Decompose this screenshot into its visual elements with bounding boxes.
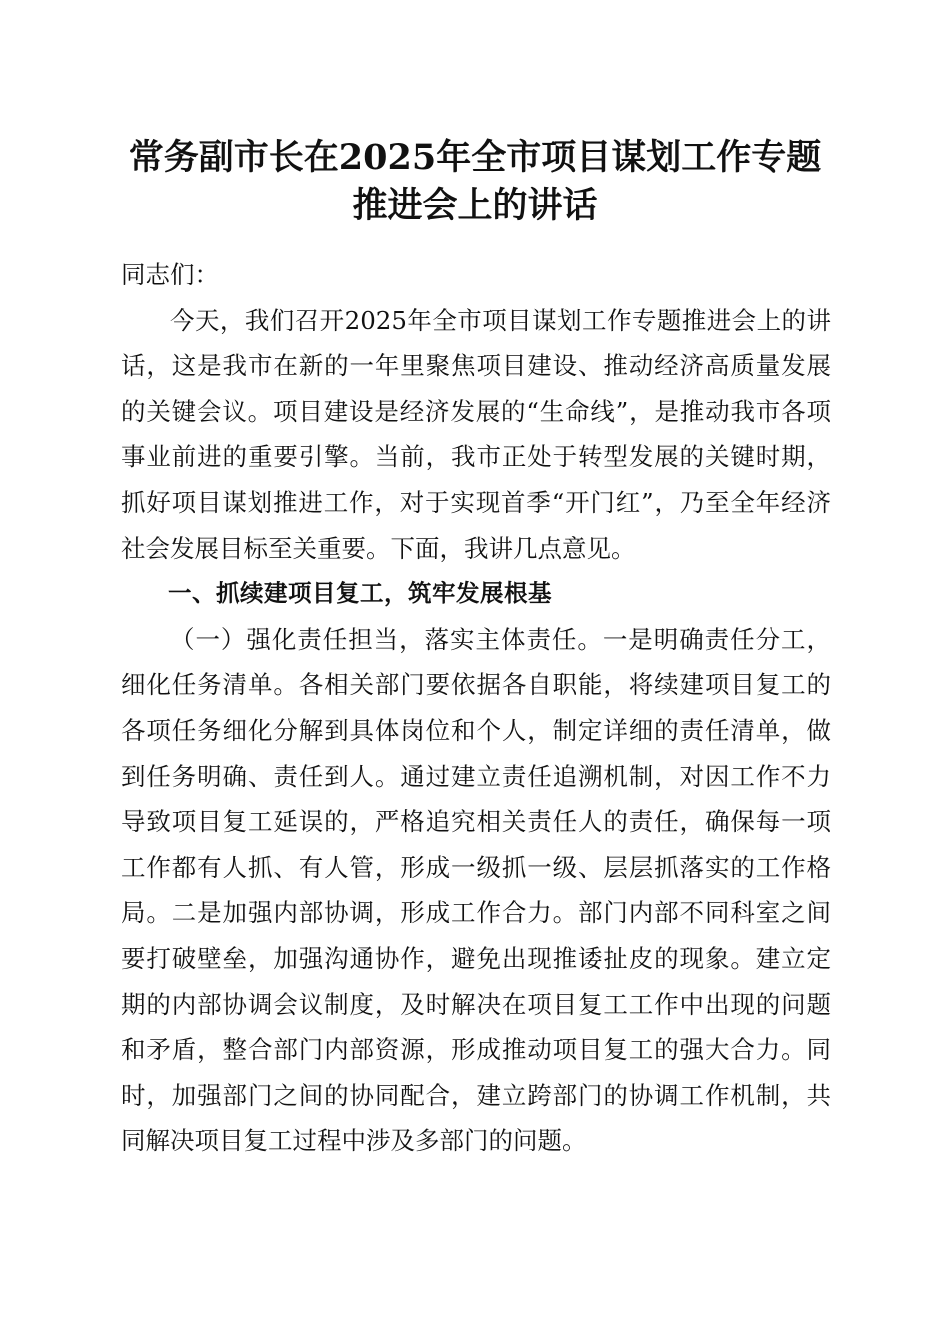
intro-paragraph: 今天，我们召开2025年全市项目谋划工作专题推进会上的讲话，这是我市在新的一年里聚焦项目建设、推动经济高质量发展的关键会议。项目建设是经济发展的“生命线”，是推动我市各项事业前进的重要引擎。当前，我市正处于转型发展的关键时期，抓好项目谋划推进工作，对于实现首季“开门红”，乃至全年经济社会发展目标至关重要。下面，我讲几点意见。 bbox=[121, 305, 831, 563]
document-body bbox=[121, 252, 831, 1164]
salutation: 同志们： bbox=[121, 260, 219, 289]
section-heading-1: 一、抓续建项目复工，筑牢发展根基 bbox=[168, 579, 552, 608]
title-line-2: 推进会上的讲话 bbox=[352, 185, 598, 226]
subsection-body-1: 一是明确责任分工，细化任务清单。各相关部门要依据各自职能，将续建项目复工的各项任务细化分解到具体岗位和个人，制定详细的责任清单，做到任务明确、责任到人。通过建立责任追溯机制，对因工作不力导致项目复工延误的，严格追究相关责任人的责任，确保每一项工作都有人抓、有人管，形成一级抓一级、层层抓落实的工作格局。二是加强内部协调，形成工作合力。部门内部不同科室之间要打破壁垒，加强沟通协作，避免出现推诿扯皮的现象。建立定期的内部协调会议制度，及时解决在项目复工工作中出现的问题和矛盾，整合部门内部资源，形成推动项目复工的强大合力。同时，加强部门之间的协同配合，建立跨部门的协调工作机制，共同解决项目复工过程中涉及多部门的问题。 bbox=[121, 624, 832, 1156]
subsection-paragraph-1 bbox=[121, 617, 831, 1164]
document-title bbox=[100, 134, 850, 230]
subsection-heading-1: （一）强化责任担当，落实主体责任。 bbox=[170, 624, 603, 654]
title-line-1: 常务副市长在2025年全市项目谋划工作专题 bbox=[128, 137, 822, 178]
